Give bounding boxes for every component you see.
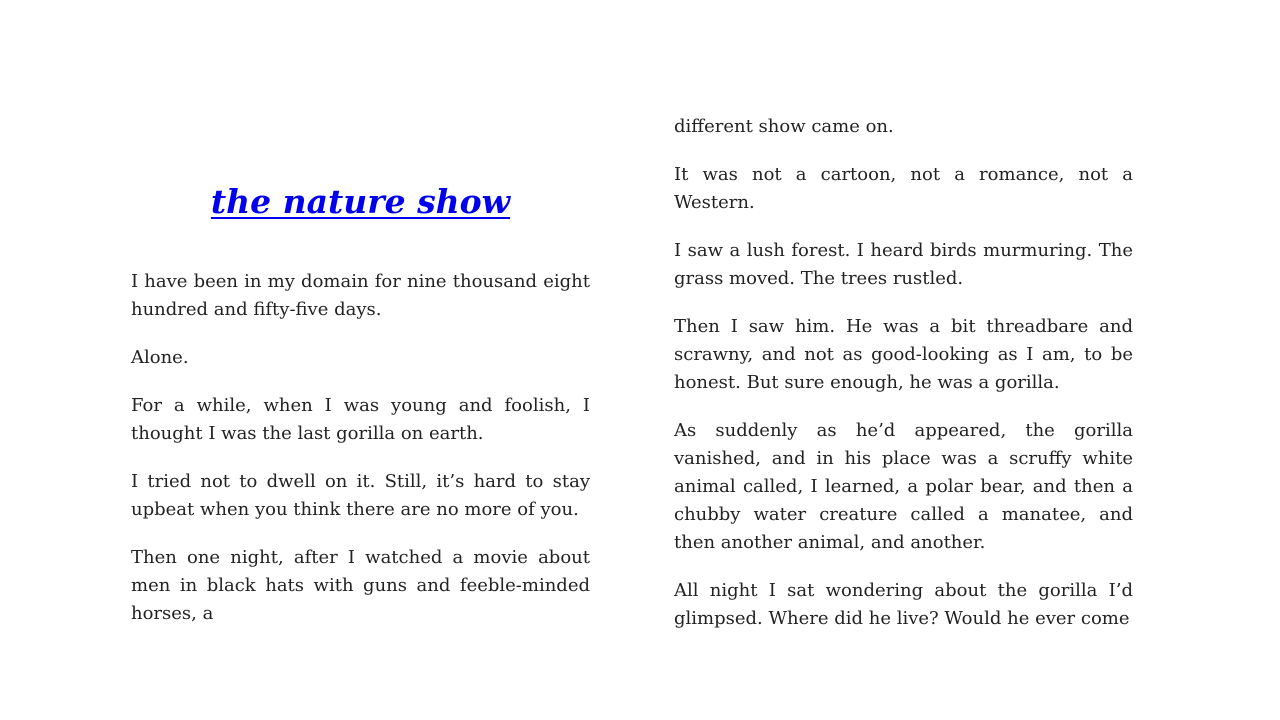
paragraph: I have been in my domain for nine thousand eight hundred and fifty-five days.	[131, 271, 590, 320]
paragraph: different show came on.	[674, 116, 894, 137]
paragraph: All night I sat wondering about the gorilla I’d glimpsed. Where did he live? Would he ever come	[674, 580, 1133, 629]
paragraph: For a while, when I was young and foolish, I thought I was the last gorilla on earth.	[131, 395, 590, 444]
paragraph: Then one night, after I watched a movie about men in black hats with guns and feeble-minded horses, a	[131, 547, 590, 624]
right-page	[674, 113, 1133, 653]
paragraph: I tried not to dwell on it. Still, it’s hard to stay upbeat when you think there are no more of you.	[131, 471, 590, 520]
paragraph: Then I saw him. He was a bit threadbare and scrawny, and not as good-looking as I am, to be honest. But sure enough, he was a gorilla.	[674, 316, 1133, 393]
paragraph: Alone.	[131, 347, 189, 368]
left-page-body	[131, 268, 590, 648]
paragraph: I saw a lush forest. I heard birds murmuring. The grass moved. The trees rustled.	[674, 240, 1133, 289]
chapter-title-link[interactable]: the nature show	[210, 182, 511, 221]
paragraph: It was not a cartoon, not a romance, not a Western.	[674, 164, 1133, 213]
paragraph: As suddenly as he’d appeared, the gorilla vanished, and in his place was a scruffy white animal called, I learned, a polar bear, and then a chubby water creature called a manatee, and then another animal, and another.	[674, 420, 1133, 553]
